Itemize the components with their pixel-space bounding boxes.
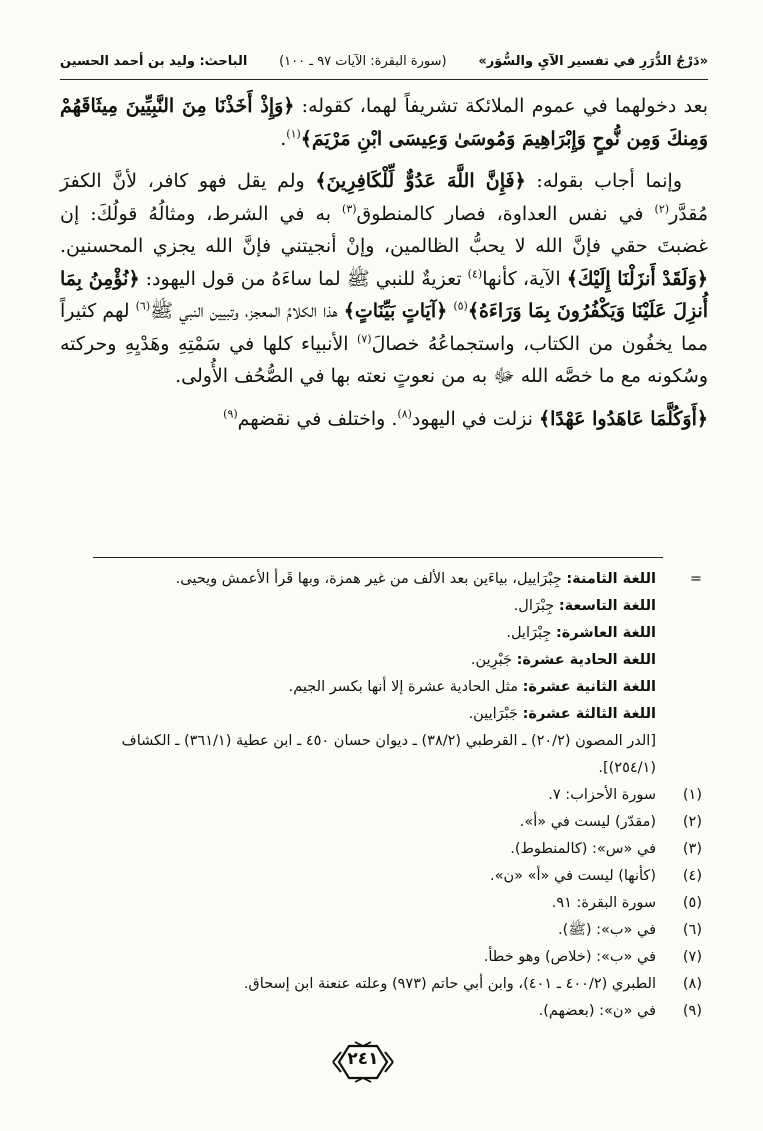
dialect-line: اللغة الحادية عشرة: جَبْرِين. (470, 652, 656, 668)
footnote-divider (93, 557, 663, 558)
footnote-ref: (٩) (223, 407, 238, 421)
footnote-ref: (٦) (135, 299, 151, 313)
quran-verse: ﴿نُؤْمِنُ بِمَا أُنزِلَ عَلَيْنَا وَيَكْفُرُونَ بِمَا وَرَاءَهُ﴾ (60, 267, 709, 322)
surah-range: (سورة البقرة: الآيات ٩٧ ـ ١٠٠) (279, 53, 447, 69)
dialect-line: اللغة الثانية عشرة: مثل الحادية عشرة إلا أنها بكسر الجيم. (288, 679, 656, 695)
footnote-item: (٧) في «ب»: (خلاص) وهو خطأ. (483, 949, 702, 965)
quran-verse: ﴿وَإِذْ أَخَذْنَا مِنَ النَّبِيِّينَ مِيثَاقَهُمْ وَمِنكَ وَمِن نُّوحٍ وَإِبْرَاهِيمَ وَمُوسَىٰ وَعِيسَى ابْنِ مَرْيَمَ﴾ (60, 95, 708, 150)
quran-verse: ﴿آيَاتٍ بَيِّنَاتٍ﴾ (343, 300, 448, 322)
main-text (60, 90, 708, 435)
dialect-line: اللغة الثامنة: جِبْرَاييل، بياءَين بعد الألف من غير همزة، وبها قَرأ الأعمش ويحيى. (175, 571, 656, 587)
footnote-item: (٢) (مقدّر) ليست في «أ». (519, 814, 702, 830)
footnote-ref: (٨) (397, 407, 412, 421)
header-divider (60, 79, 708, 80)
dialect-line: اللغة العاشرة: جِبْرَايل. (506, 625, 656, 641)
researcher-name: الباحث: وليد بن أحمد الحسين (60, 53, 248, 69)
footnote-ref: (١) (286, 127, 301, 141)
running-header (60, 48, 708, 74)
footnote-ref: (٥) (453, 299, 468, 313)
footnote-ref: (٤) (467, 267, 483, 281)
dialect-line: اللغة الثالثة عشرة: جَبْرَايين. (468, 706, 656, 722)
book-title: «دَرْجُ الدُّرَرِ في تفسير الآيِ والسُّوَر» (478, 53, 708, 69)
footnote-item: (٤) (كأنها) ليست في «أ» «ن». (490, 868, 702, 884)
continuation-mark: = (689, 571, 702, 587)
quran-verse: ﴿فَإِنَّ اللَّهَ عَدُوٌّ لِّلْكَافِرِينَ﴾ (315, 170, 526, 192)
quran-verse: ﴿أَوَكُلَّمَا عَاهَدُوا عَهْدًا﴾ (539, 407, 708, 430)
footnote-item: (٩) في «ن»: (بعضهم). (538, 1003, 702, 1019)
footnote-ref: (٢) (654, 202, 670, 216)
paragraph-2: وإنما أجاب بقوله: ﴿فَإِنَّ اللَّهَ عَدُوٌّ لِّلْكَافِرِينَ﴾ ولم يقل فهو كافر، لأنَّ الكفرَ مُقدَّر$^{(٢)}$ في نفس العداوة، فصار كالمنطوق$^{(٣)}$ به في الشرط، ومثالُهُ قولُكَ: إن غضبتَ حقي فإنَّ الله لا يحبُّ الظالمين، وإنْ أنجيتني فإنَّ الله يجزي المحسنين. ﴿وَلَقَدْ أَنزَلْنَا إِلَيْكَ﴾ الآية، كأنها$^{(٤)}$ تعزيةٌ للنبي ﷺ لما ساءَهُ من قول اليهود: ﴿نُؤْمِنُ بِمَا أُنزِلَ عَلَيْنَا وَيَكْفُرُونَ بِمَا وَرَاءَهُ﴾$^{(٥)}$ ﴿آيَاتٍ بَيِّنَاتٍ﴾ هذا الكلامُ المعجز، وتبيين النبي ﷺ$^{(٦)}$ لهم كثيراً مما يخفُون من الكتاب، واستجماعُهُ خصالَ$^{(٧)}$ الأنبياء كلها في سَمْتِهِ وهَدْيِهِ وحركته وسُكونه مع ما خصَّه الله ﷻ به من نعوتٍ نعته بها في الصُّحُف الأُولى. (60, 170, 709, 387)
footnote-item: (١) سورة الأحزاب: ٧. (548, 787, 702, 803)
footnotes (60, 566, 708, 1025)
footnote-ref: (٣) (342, 202, 357, 216)
dialect-line: اللغة التاسعة: جِبْرَال. (513, 598, 656, 614)
footnote-item: (٣) في «س»: (كالمنطوط). (510, 841, 702, 857)
paragraph-1: بعد دخولهما في عموم الملائكة تشريفاً لهما، كقوله: ﴿وَإِذْ أَخَذْنَا مِنَ النَّبِيِّينَ مِيثَاقَهُمْ وَمِنكَ وَمِن نُّوحٍ وَإِبْرَاهِيمَ وَمُوسَىٰ وَعِيسَى ابْنِ مَرْيَمَ﴾$^{(١)}$. (60, 95, 708, 150)
quran-verse: ﴿وَلَقَدْ أَنزَلْنَا إِلَيْكَ﴾ (566, 267, 708, 290)
paragraph-3: ﴿أَوَكُلَّمَا عَاهَدُوا عَهْدًا﴾ نزلت في اليهود$^{(٨)}$. واختلف في نقضهم$^{(٩)}$ (223, 407, 708, 430)
footnote-ref: (٧) (357, 332, 372, 346)
continued-note (60, 566, 708, 782)
sources-line: [الدر المصون (٢٠/٢) ـ القرطبي (٣٨/٢) ـ ديوان حسان ٤٥٠ ـ ابن عطية (٣٦١/١) ـ الكشاف (٢٥٤/١)]. (121, 733, 656, 776)
footnote-item: (٨) الطبري (٤٠٠/٢ ـ ٤٠١)، وابن أبي حاتم (٩٧٣) وعلته عنعنة ابن إسحاق. (243, 976, 702, 992)
footnote-item: (٦) في «ب»: (ﷺ). (558, 922, 702, 938)
footnote-item: (٥) سورة البقرة: ٩١. (551, 895, 702, 911)
page-number: ٢٤١ (347, 1049, 379, 1069)
page-number-ornament (331, 1040, 395, 1084)
